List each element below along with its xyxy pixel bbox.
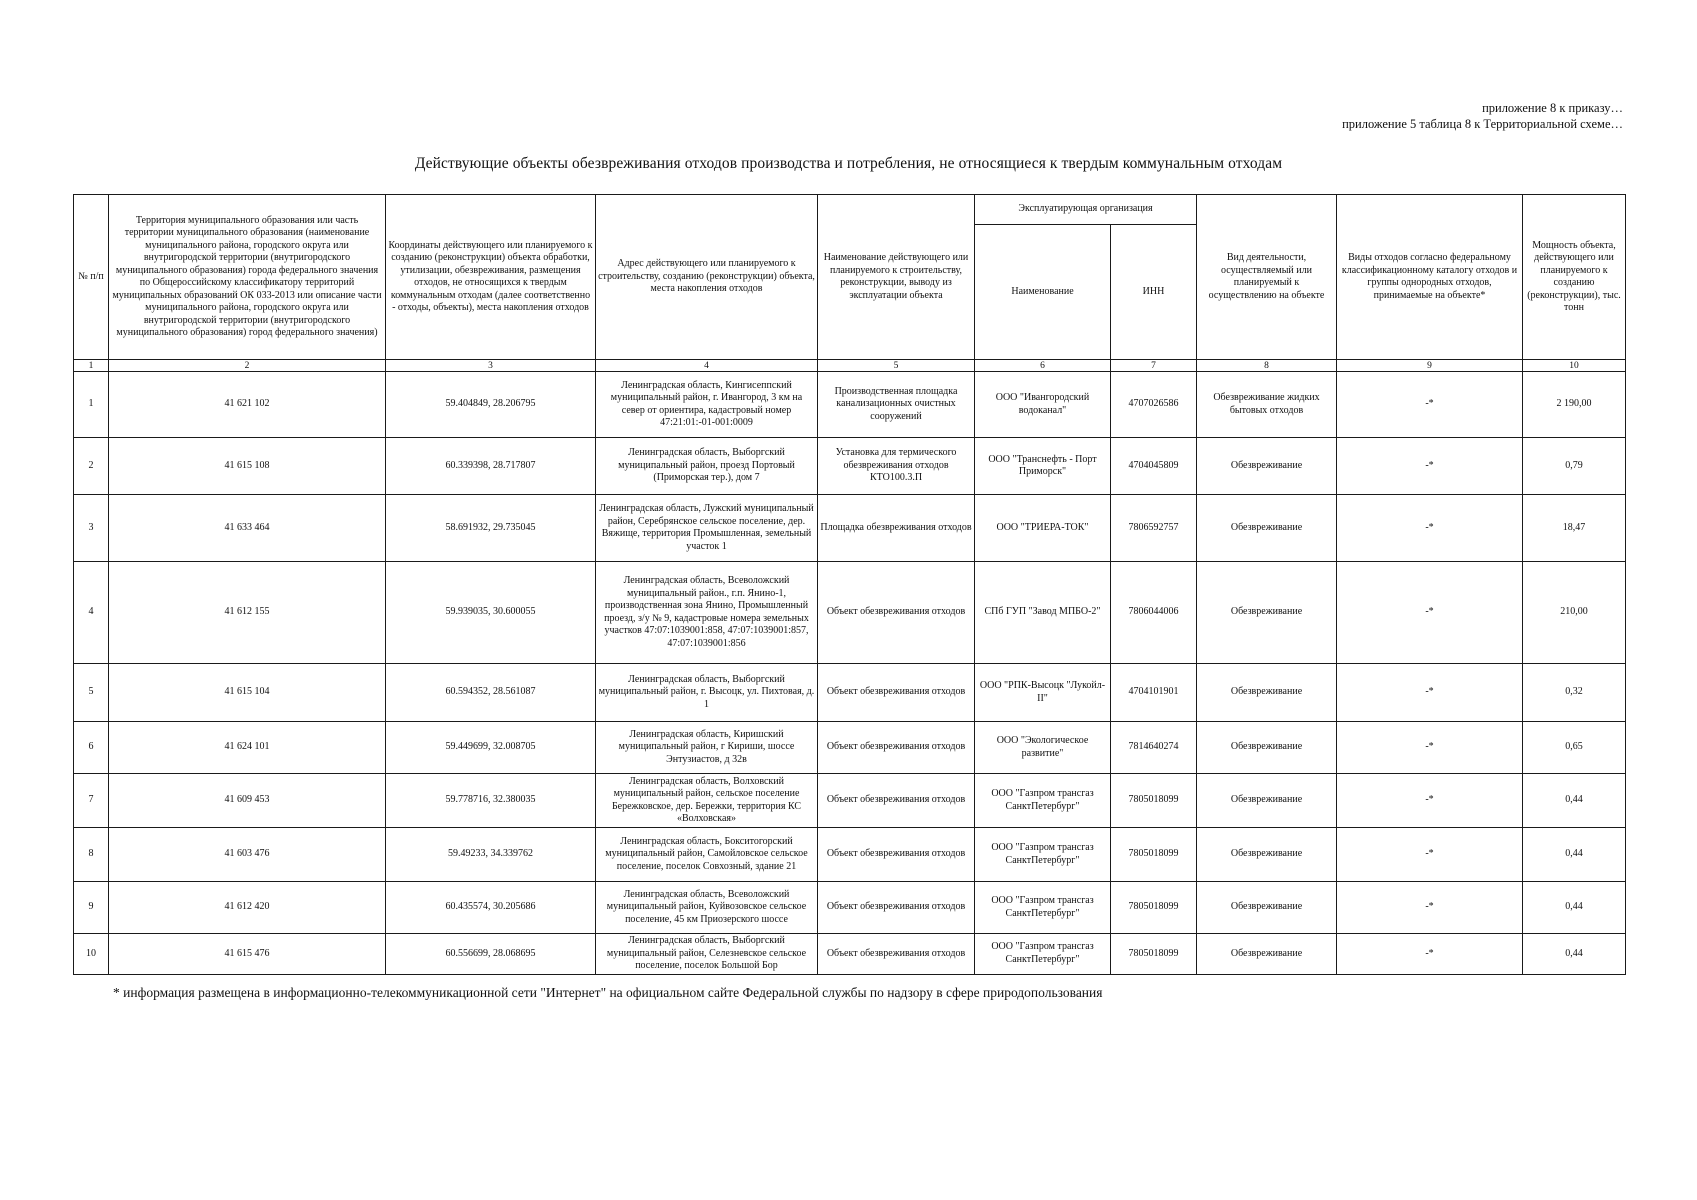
cell-inn: 7806592757 <box>1111 495 1197 562</box>
header-operator-name: Наименование <box>975 225 1111 360</box>
cell-operator-name: СПб ГУП "Завод МПБО-2" <box>975 562 1111 664</box>
cell-coordinates: 59.49233, 34.339762 <box>386 828 596 882</box>
cell-num: 6 <box>74 722 109 774</box>
cell-address: Ленинградская область, Выборгский муниципальный район, проезд Портовый (Приморская тер.), дом 7 <box>596 438 818 495</box>
cell-waste-types: -* <box>1337 438 1523 495</box>
cell-object: Объект обезвреживания отходов <box>818 722 975 774</box>
cell-operator-name: ООО "Экологическое развитие" <box>975 722 1111 774</box>
cell-waste-types: -* <box>1337 562 1523 664</box>
header-activity: Вид деятельности, осуществляемый или планируемый к осуществлению на объекте <box>1197 195 1337 360</box>
cell-address: Ленинградская область, Выборгский муниципальный район, Селезневское сельское поселение, поселок Большой Бор <box>596 934 818 975</box>
cell-inn: 4704045809 <box>1111 438 1197 495</box>
annex-line-1: приложение 8 к приказу… <box>1482 101 1623 115</box>
header-capacity: Мощность объекта, действующего или планируемого к созданию (реконструкции), тыс. тонн <box>1523 195 1626 360</box>
cell-activity: Обезвреживание <box>1197 828 1337 882</box>
cell-oktmo: 41 603 476 <box>109 828 386 882</box>
cell-operator-name: ООО "РПК-Высоцк "Лукойл-II" <box>975 664 1111 722</box>
column-number: 7 <box>1111 360 1197 372</box>
cell-inn: 7805018099 <box>1111 934 1197 975</box>
cell-capacity: 18,47 <box>1523 495 1626 562</box>
table-row <box>74 882 1626 934</box>
cell-waste-types: -* <box>1337 934 1523 975</box>
cell-capacity: 210,00 <box>1523 562 1626 664</box>
table-row <box>74 562 1626 664</box>
cell-object: Объект обезвреживания отходов <box>818 882 975 934</box>
cell-oktmo: 41 609 453 <box>109 774 386 828</box>
cell-coordinates: 59.939035, 30.600055 <box>386 562 596 664</box>
header-operator: Эксплуатирующая организация <box>975 195 1197 225</box>
cell-waste-types: -* <box>1337 664 1523 722</box>
cell-operator-name: ООО "Газпром трансгаз СанктПетербург" <box>975 828 1111 882</box>
cell-capacity: 2 190,00 <box>1523 372 1626 438</box>
cell-coordinates: 60.556699, 28.068695 <box>386 934 596 975</box>
cell-num: 4 <box>74 562 109 664</box>
cell-coordinates: 60.594352, 28.561087 <box>386 664 596 722</box>
column-number: 1 <box>74 360 109 372</box>
header-inn: ИНН <box>1111 225 1197 360</box>
cell-capacity: 0,79 <box>1523 438 1626 495</box>
table-row <box>74 774 1626 828</box>
cell-inn: 7814640274 <box>1111 722 1197 774</box>
header-address: Адрес действующего или планируемого к строительству, созданию (реконструкции) объекта, места накопления отходов <box>596 195 818 360</box>
cell-capacity: 0,44 <box>1523 828 1626 882</box>
cell-inn: 7805018099 <box>1111 828 1197 882</box>
cell-address: Ленинградская область, Бокситогорский муниципальный район, Самойловское сельское поселение, поселок Совхозный, здание 21 <box>596 828 818 882</box>
cell-operator-name: ООО "Газпром трансгаз СанктПетербург" <box>975 882 1111 934</box>
table-body <box>74 372 1626 975</box>
table-row <box>74 722 1626 774</box>
cell-coordinates: 59.449699, 32.008705 <box>386 722 596 774</box>
cell-inn: 4707026586 <box>1111 372 1197 438</box>
cell-address: Ленинградская область, Кингисеппский муниципальный район, г. Ивангород, 3 км на север от ориентира, кадастровый номер 47:21:01:-01-001:0009 <box>596 372 818 438</box>
column-number: 2 <box>109 360 386 372</box>
cell-activity: Обезвреживание <box>1197 562 1337 664</box>
cell-coordinates: 60.435574, 30.205686 <box>386 882 596 934</box>
cell-operator-name: ООО "Газпром трансгаз СанктПетербург" <box>975 774 1111 828</box>
cell-waste-types: -* <box>1337 722 1523 774</box>
cell-oktmo: 41 612 420 <box>109 882 386 934</box>
cell-object: Установка для термического обезвреживания отходов КТО100.3.П <box>818 438 975 495</box>
header-territory: Территория муниципального образования или часть территории муниципального образования (наименование муниципального района, городского округа или внутригородской территории (внутригородского муниципального образования) города федерального значения по Общероссийскому классификатору территорий муниципальных образований ОК 033-2013 или описание части муниципального района, городского округа или внутригородской территории (внутригородского муниципального образования) город федерального значения) <box>109 195 386 360</box>
cell-activity: Обезвреживание <box>1197 934 1337 975</box>
column-number: 8 <box>1197 360 1337 372</box>
cell-activity: Обезвреживание <box>1197 664 1337 722</box>
cell-object: Производственная площадка канализационных очистных сооружений <box>818 372 975 438</box>
cell-inn: 7805018099 <box>1111 774 1197 828</box>
cell-oktmo: 41 615 104 <box>109 664 386 722</box>
cell-num: 10 <box>74 934 109 975</box>
column-number: 10 <box>1523 360 1626 372</box>
cell-coordinates: 59.778716, 32.380035 <box>386 774 596 828</box>
cell-oktmo: 41 615 108 <box>109 438 386 495</box>
cell-activity: Обезвреживание <box>1197 495 1337 562</box>
cell-waste-types: -* <box>1337 882 1523 934</box>
cell-num: 7 <box>74 774 109 828</box>
table-row <box>74 438 1626 495</box>
column-numbers-row <box>74 360 1626 372</box>
cell-coordinates: 59.404849, 28.206795 <box>386 372 596 438</box>
cell-oktmo: 41 621 102 <box>109 372 386 438</box>
cell-waste-types: -* <box>1337 774 1523 828</box>
table-row <box>74 664 1626 722</box>
cell-waste-types: -* <box>1337 828 1523 882</box>
cell-object: Площадка обезвреживания отходов <box>818 495 975 562</box>
header-waste-types: Виды отходов согласно федеральному классификационному каталогу отходов и группы однородных отходов, принимаемые на объекте* <box>1337 195 1523 360</box>
cell-address: Ленинградская область, Волховский муниципальный район, сельское поселение Бережковское, дер. Бережки, территория КС «Волховская» <box>596 774 818 828</box>
table-row <box>74 372 1626 438</box>
cell-activity: Обезвреживание <box>1197 774 1337 828</box>
footnote: * информация размещена в информационно-телекоммуникационной сети "Интернет" на официальном сайте Федеральной службы по надзору в сфере природопользования <box>113 985 1103 1000</box>
cell-address: Ленинградская область, Киришский муниципальный район, г Кириши, шоссе Энтузиастов, д 32в <box>596 722 818 774</box>
table-row <box>74 934 1626 975</box>
cell-oktmo: 41 633 464 <box>109 495 386 562</box>
column-number: 9 <box>1337 360 1523 372</box>
column-number: 5 <box>818 360 975 372</box>
header-coordinates: Координаты действующего или планируемого к созданию (реконструкции) объекта обработки, утилизации, обезвреживания, размещения отходов, не относящихся к твердым коммунальным отходам (далее соответственно - отходы, объекты), места накопления отходов <box>386 195 596 360</box>
cell-capacity: 0,65 <box>1523 722 1626 774</box>
document-title: Действующие объекты обезвреживания отходов производства и потребления, не относящиеся к твердым коммунальным отходам <box>414 155 1283 172</box>
table-row <box>74 495 1626 562</box>
cell-object: Объект обезвреживания отходов <box>818 562 975 664</box>
cell-address: Ленинградская область, Выборгский муниципальный район, г. Высоцк, ул. Пихтовая, д. 1 <box>596 664 818 722</box>
cell-operator-name: ООО "Газпром трансгаз СанктПетербург" <box>975 934 1111 975</box>
column-number: 3 <box>386 360 596 372</box>
cell-oktmo: 41 615 476 <box>109 934 386 975</box>
cell-capacity: 0,32 <box>1523 664 1626 722</box>
cell-waste-types: -* <box>1337 372 1523 438</box>
column-number: 6 <box>975 360 1111 372</box>
header-object-name: Наименование действующего или планируемого к строительству, реконструкции, выводу из эксплуатации объекта <box>818 195 975 360</box>
annex-line-2: приложение 5 таблица 8 к Территориальной схеме… <box>1342 117 1623 131</box>
cell-inn: 4704101901 <box>1111 664 1197 722</box>
cell-activity: Обезвреживание <box>1197 882 1337 934</box>
cell-coordinates: 58.691932, 29.735045 <box>386 495 596 562</box>
cell-operator-name: ООО "ТРИЕРА-ТОК" <box>975 495 1111 562</box>
cell-object: Объект обезвреживания отходов <box>818 828 975 882</box>
waste-facilities-table <box>73 194 1626 975</box>
cell-capacity: 0,44 <box>1523 774 1626 828</box>
cell-oktmo: 41 612 155 <box>109 562 386 664</box>
cell-address: Ленинградская область, Лужский муниципальный район, Серебрянское сельское поселение, дер. Вяжище, территория Промышленная, земельный участок 1 <box>596 495 818 562</box>
cell-coordinates: 60.339398, 28.717807 <box>386 438 596 495</box>
cell-object: Объект обезвреживания отходов <box>818 774 975 828</box>
table-row <box>74 828 1626 882</box>
cell-object: Объект обезвреживания отходов <box>818 664 975 722</box>
cell-num: 2 <box>74 438 109 495</box>
cell-operator-name: ООО "Ивангородский водоканал" <box>975 372 1111 438</box>
cell-inn: 7806044006 <box>1111 562 1197 664</box>
cell-activity: Обезвреживание жидких бытовых отходов <box>1197 372 1337 438</box>
cell-num: 8 <box>74 828 109 882</box>
header-num: № п/п <box>74 195 109 360</box>
cell-address: Ленинградская область, Всеволожский муниципальный район., г.п. Янино-1, производственная зона Янино, Промышленный проезд, з/у № 9, кадастровые номера земельных участков 47:07:1039001:858, 47:07:1039001:857, 47:07:1039001:856 <box>596 562 818 664</box>
cell-activity: Обезвреживание <box>1197 438 1337 495</box>
cell-num: 9 <box>74 882 109 934</box>
cell-num: 5 <box>74 664 109 722</box>
table-header <box>74 195 1626 372</box>
cell-inn: 7805018099 <box>1111 882 1197 934</box>
cell-address: Ленинградская область, Всеволожский муниципальный район, Куйвозовское сельское поселение, 45 км Приозерского шоссе <box>596 882 818 934</box>
cell-waste-types: -* <box>1337 495 1523 562</box>
column-number: 4 <box>596 360 818 372</box>
cell-operator-name: ООО "Транснефть - Порт Приморск" <box>975 438 1111 495</box>
cell-object: Объект обезвреживания отходов <box>818 934 975 975</box>
cell-num: 1 <box>74 372 109 438</box>
cell-oktmo: 41 624 101 <box>109 722 386 774</box>
cell-capacity: 0,44 <box>1523 882 1626 934</box>
cell-num: 3 <box>74 495 109 562</box>
cell-activity: Обезвреживание <box>1197 722 1337 774</box>
cell-capacity: 0,44 <box>1523 934 1626 975</box>
